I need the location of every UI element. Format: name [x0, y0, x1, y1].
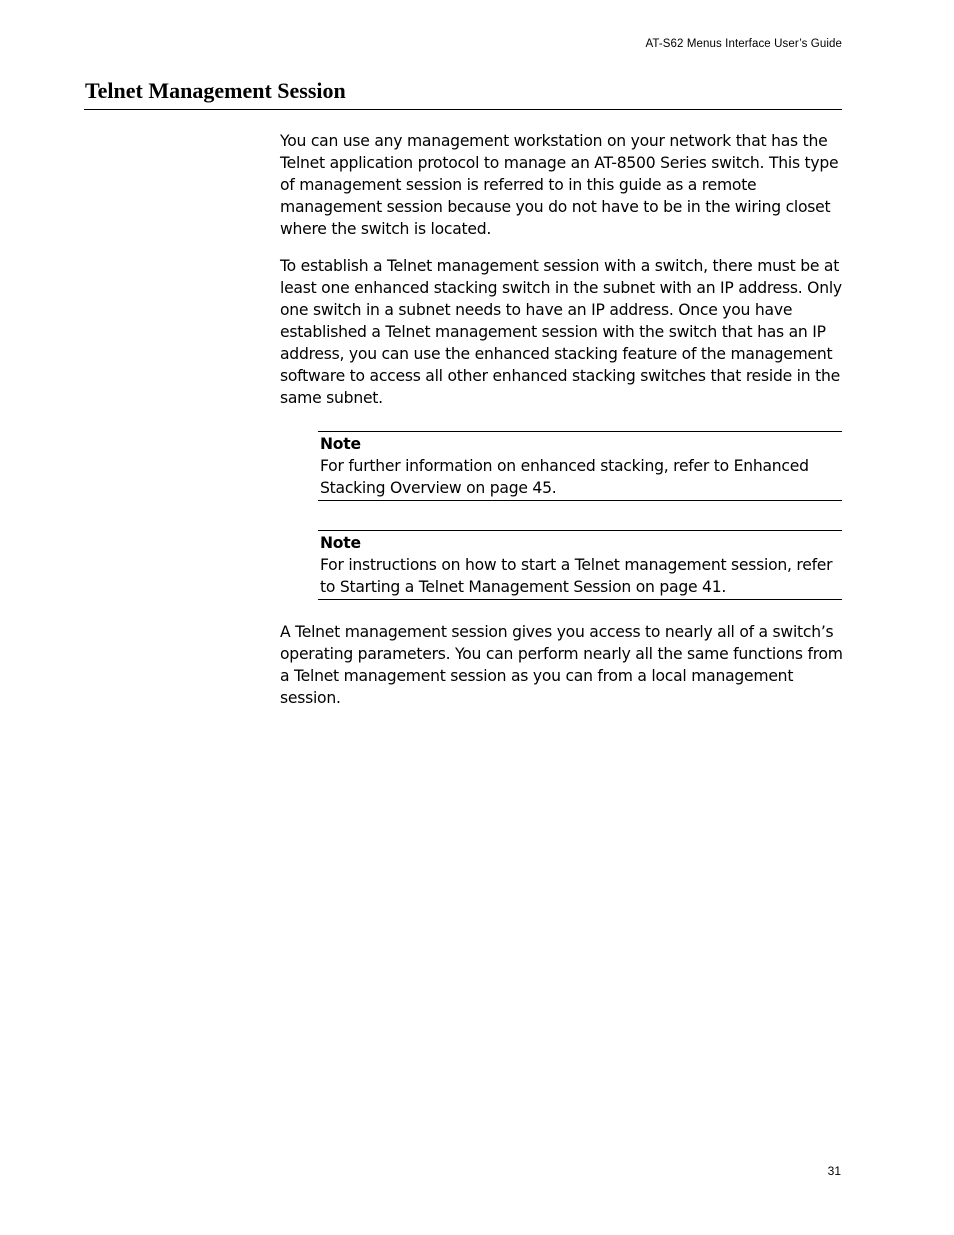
note-box [318, 431, 842, 501]
section-title: Telnet Management Session [85, 78, 346, 103]
note-label: Note [320, 534, 361, 552]
note-box [318, 530, 842, 600]
body-paragraph: A Telnet management session gives you access to nearly all of a switch’s operating parameters. You can perform nearly all the same functions from a Telnet management session as you can from a local management session. [280, 623, 843, 707]
body-paragraph: To establish a Telnet management session with a switch, there must be at least one enhanced stacking switch in the subnet with an IP address. Only one switch in a subnet needs to have an IP address. Once you have established a Telnet management session with the switch that has an IP address, you can use the enhanced stacking feature of the management software to access all other enhanced stacking switches that reside in the same subnet. [280, 257, 842, 407]
note-text: For instructions on how to start a Telnet management session, refer to Starting a Telnet Management Session on page 41. [320, 556, 833, 596]
body-paragraph: You can use any management workstation on your network that has the Telnet application protocol to manage an AT-8500 Series switch. This type of management session is referred to in this guide as a remote management session because you do not have to be in the wiring closet where the switch is located. [280, 132, 839, 238]
page-number: 31 [827, 1164, 841, 1178]
note-label: Note [320, 435, 361, 453]
title-rule [84, 109, 842, 110]
running-header: AT-S62 Menus Interface User’s Guide [645, 38, 842, 50]
body-column [280, 130, 848, 724]
note-text: For further information on enhanced stacking, refer to Enhanced Stacking Overview on page 45. [320, 457, 809, 497]
